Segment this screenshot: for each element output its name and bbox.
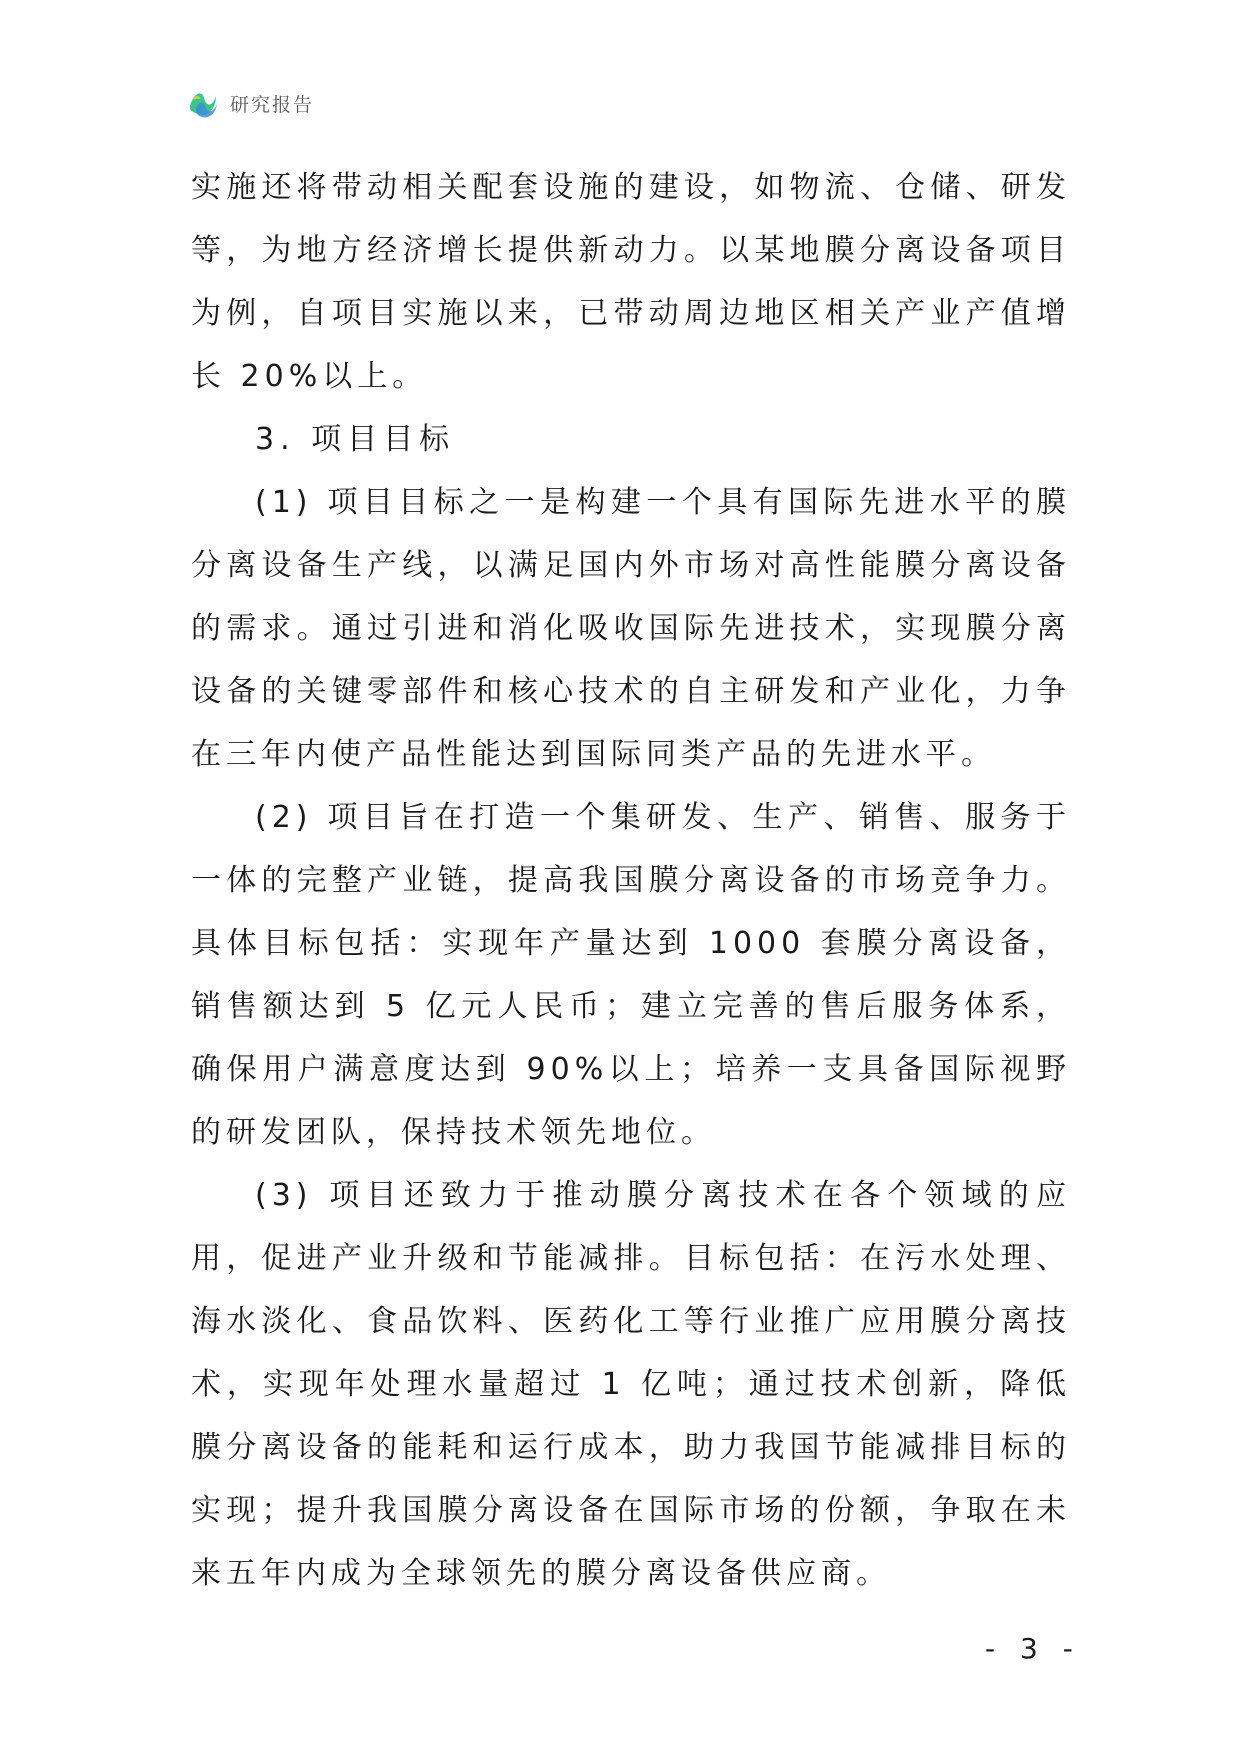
paragraph-continuation: 实施还将带动相关配套设施的建设，如物流、仓储、研发等，为地方经济增长提供新动力。以某地膜分离设备项目为例，自项目实施以来，已带动周边地区相关产业产值增长 20%以上。 — [191, 170, 1071, 394]
document-body — [191, 156, 1071, 1605]
paragraph-goal-3: (3) 项目还致力于推动膜分离技术在各个领域的应用，促进产业升级和节能减排。目标包括：在污水处理、海水淡化、食品饮料、医药化工等行业推广应用膜分离技术，实现年处理水量超过 1 亿吨；通过技术创新，降低膜分离设备的能耗和运行成本，助力我国节能减排目标的实现；提升我国膜分离设备在国际市场的份额，争取在未来五年内成为全球领先的膜分离设备供应商。 — [191, 1178, 1071, 1591]
logo-icon — [186, 86, 220, 120]
report-header — [186, 86, 314, 120]
section-heading: 3. 项目目标 — [255, 422, 456, 457]
paragraph-goal-1: (1) 项目目标之一是构建一个具有国际先进水平的膜分离设备生产线，以满足国内外市场对高性能膜分离设备的需求。通过引进和消化吸收国际先进技术，实现膜分离设备的关键零部件和核心技术的自主研发和产业化，力争在三年内使产品性能达到国际同类产品的先进水平。 — [191, 485, 1071, 772]
paragraph-goal-2: (2) 项目旨在打造一个集研发、生产、销售、服务于一体的完整产业链，提高我国膜分离设备的市场竞争力。具体目标包括：实现年产量达到 1000 套膜分离设备，销售额达到 5 亿元人民币；建立完善的售后服务体系，确保用户满意度达到 90%以上；培养一支具备国际视野的研发团队，保持技术领先地位。 — [191, 800, 1071, 1150]
page-number: - 3 - — [985, 1632, 1081, 1665]
header-title: 研究报告 — [230, 93, 315, 116]
